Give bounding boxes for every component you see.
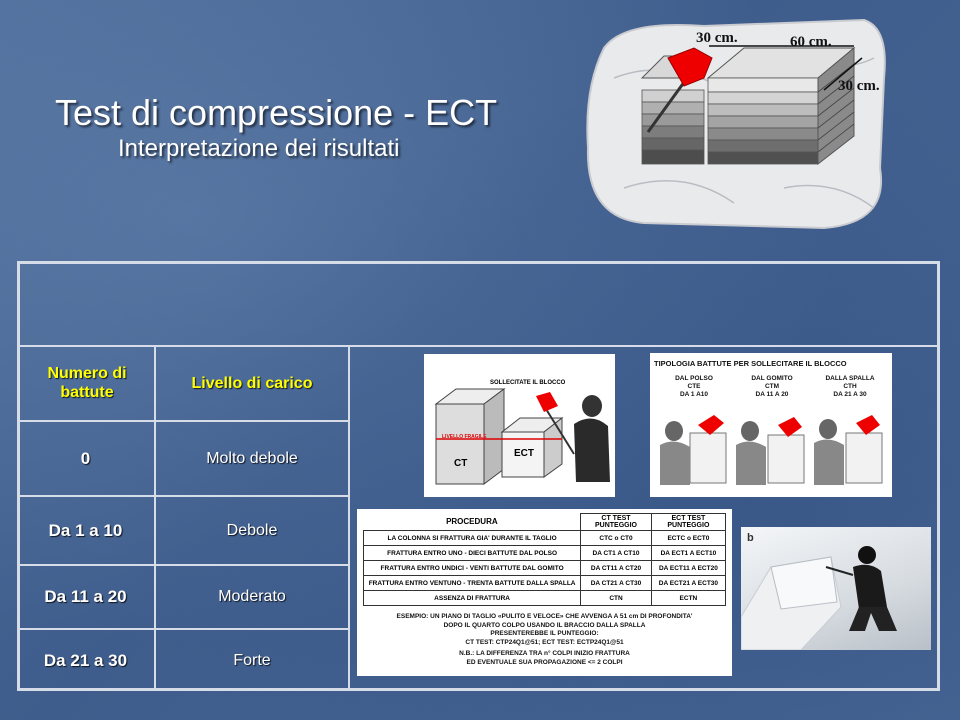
procedure-example	[363, 613, 726, 667]
proc-cell: CTN	[581, 591, 652, 606]
example-line: CT TEST: CTP24Q1@51; ECT TEST: ECTP24Q1@51	[465, 638, 624, 646]
table-row	[364, 561, 726, 576]
proc-cell: DA ECT11 A ECT20	[651, 561, 725, 576]
table-divider	[348, 345, 350, 691]
proc-cell: DA CT1 A CT10	[581, 546, 652, 561]
table-row	[364, 591, 726, 606]
row-livello: Debole	[226, 521, 278, 539]
note-line: N.B.: LA DIFFERENZA TRA n° COLPI INIZIO FRATTURA	[459, 650, 630, 657]
dim-label-a: 30 cm.	[696, 30, 738, 46]
proc-head-ect: ECT TEST PUNTEGGIO	[651, 514, 725, 531]
slide-subtitle: Interpretazione dei risultati	[118, 135, 400, 162]
proc-cell: FRATTURA ENTRO UNO - DIECI BATTUTE DAL POLSO	[364, 546, 581, 561]
proc-cell: DA CT11 A CT20	[581, 561, 652, 576]
fig2-col-l1: DAL POLSO	[675, 375, 713, 382]
table-row	[364, 576, 726, 591]
proc-cell: ECTN	[651, 591, 725, 606]
example-line: PRESENTEREBBE IL PUNTEGGIO:	[490, 630, 599, 637]
snow-block-diagram	[584, 18, 896, 230]
proc-cell: LA COLONNA SI FRATTURA GIA' DURANTE IL TAGLIO	[364, 531, 581, 546]
photo-label: b	[747, 532, 754, 544]
fig2-title: TIPOLOGIA BATTUTE PER SOLLECITARE IL BLOCCO	[654, 359, 847, 368]
procedure-table	[363, 513, 726, 606]
example-line: ESEMPIO: UN PIANO DI TAGLIO «PULITO E VELOCE» CHE AVVENGA A 51 cm DI PROFONDITA'	[396, 613, 693, 620]
fig1-label-sollecitate: SOLLECITATE IL BLOCCO	[490, 380, 566, 386]
fig2-col-l3: DA 1 A10	[679, 391, 709, 398]
figure-tipologia-battute	[650, 353, 892, 497]
fig1-label-ct: CT	[454, 458, 468, 469]
fig2-col-l2: CTE	[687, 383, 701, 390]
proc-cell: DA ECT21 A ECT30	[651, 576, 725, 591]
note-line: ED EVENTUALE SUA PROPAGAZIONE <= 2 COLPI	[466, 658, 623, 666]
row-livello: Moderato	[218, 588, 286, 605]
figure-ct-ect-illustration	[424, 354, 615, 497]
procedure-table-image	[357, 509, 732, 676]
dim-label-c: 30 cm.	[838, 78, 880, 94]
proc-cell: DA ECT1 A ECT10	[651, 546, 725, 561]
header-numero-battute: Numero di battute	[47, 365, 127, 401]
field-photo	[741, 527, 931, 650]
table-row	[364, 514, 726, 531]
row-battute: Da 11 a 20	[44, 587, 127, 606]
proc-head-ct: CT TEST PUNTEGGIO	[581, 514, 652, 531]
fig1-label-livello: LIVELLO FRAGILE	[442, 434, 487, 440]
proc-head-procedura: PROCEDURA	[364, 514, 581, 531]
fig1-label-ect: ECT	[514, 448, 534, 459]
dim-label-b: 60 cm.	[790, 34, 832, 50]
fig2-col-l1: DALLA SPALLA	[825, 375, 875, 382]
example-line: DOPO IL QUARTO COLPO USANDO IL BRACCIO DALLA SPALLA	[443, 621, 646, 629]
proc-cell: ASSENZA DI FRATTURA	[364, 591, 581, 606]
fig2-col-l3: DA 21 A 30	[833, 391, 867, 398]
table-row	[364, 531, 726, 546]
row-livello: Forte	[233, 652, 271, 669]
row-battute: Da 21 a 30	[43, 651, 128, 670]
fig2-col-l1: DAL GOMITO	[751, 375, 793, 382]
proc-cell: ECTC o ECT0	[651, 531, 725, 546]
proc-cell: FRATTURA ENTRO VENTUNO - TRENTA BATTUTE DALLA SPALLA	[364, 576, 581, 591]
fig2-col-l2: CTM	[764, 383, 780, 390]
fig2-col-l2: CTH	[843, 383, 857, 390]
row-battute: 0	[80, 448, 91, 468]
slide-title: Test di compressione - ECT	[55, 92, 498, 133]
fig2-col-l3: DA 11 A 20	[755, 391, 789, 398]
proc-cell: CTC o CT0	[581, 531, 652, 546]
table-row	[364, 546, 726, 561]
proc-cell: FRATTURA ENTRO UNDICI - VENTI BATTUTE DAL GOMITO	[364, 561, 581, 576]
header-livello-carico: Livello di carico	[191, 374, 313, 392]
row-livello: Molto debole	[206, 449, 298, 467]
row-battute: Da 1 a 10	[48, 520, 123, 540]
fig2-illustration	[650, 353, 892, 497]
proc-cell: DA CT21 A CT30	[581, 576, 652, 591]
